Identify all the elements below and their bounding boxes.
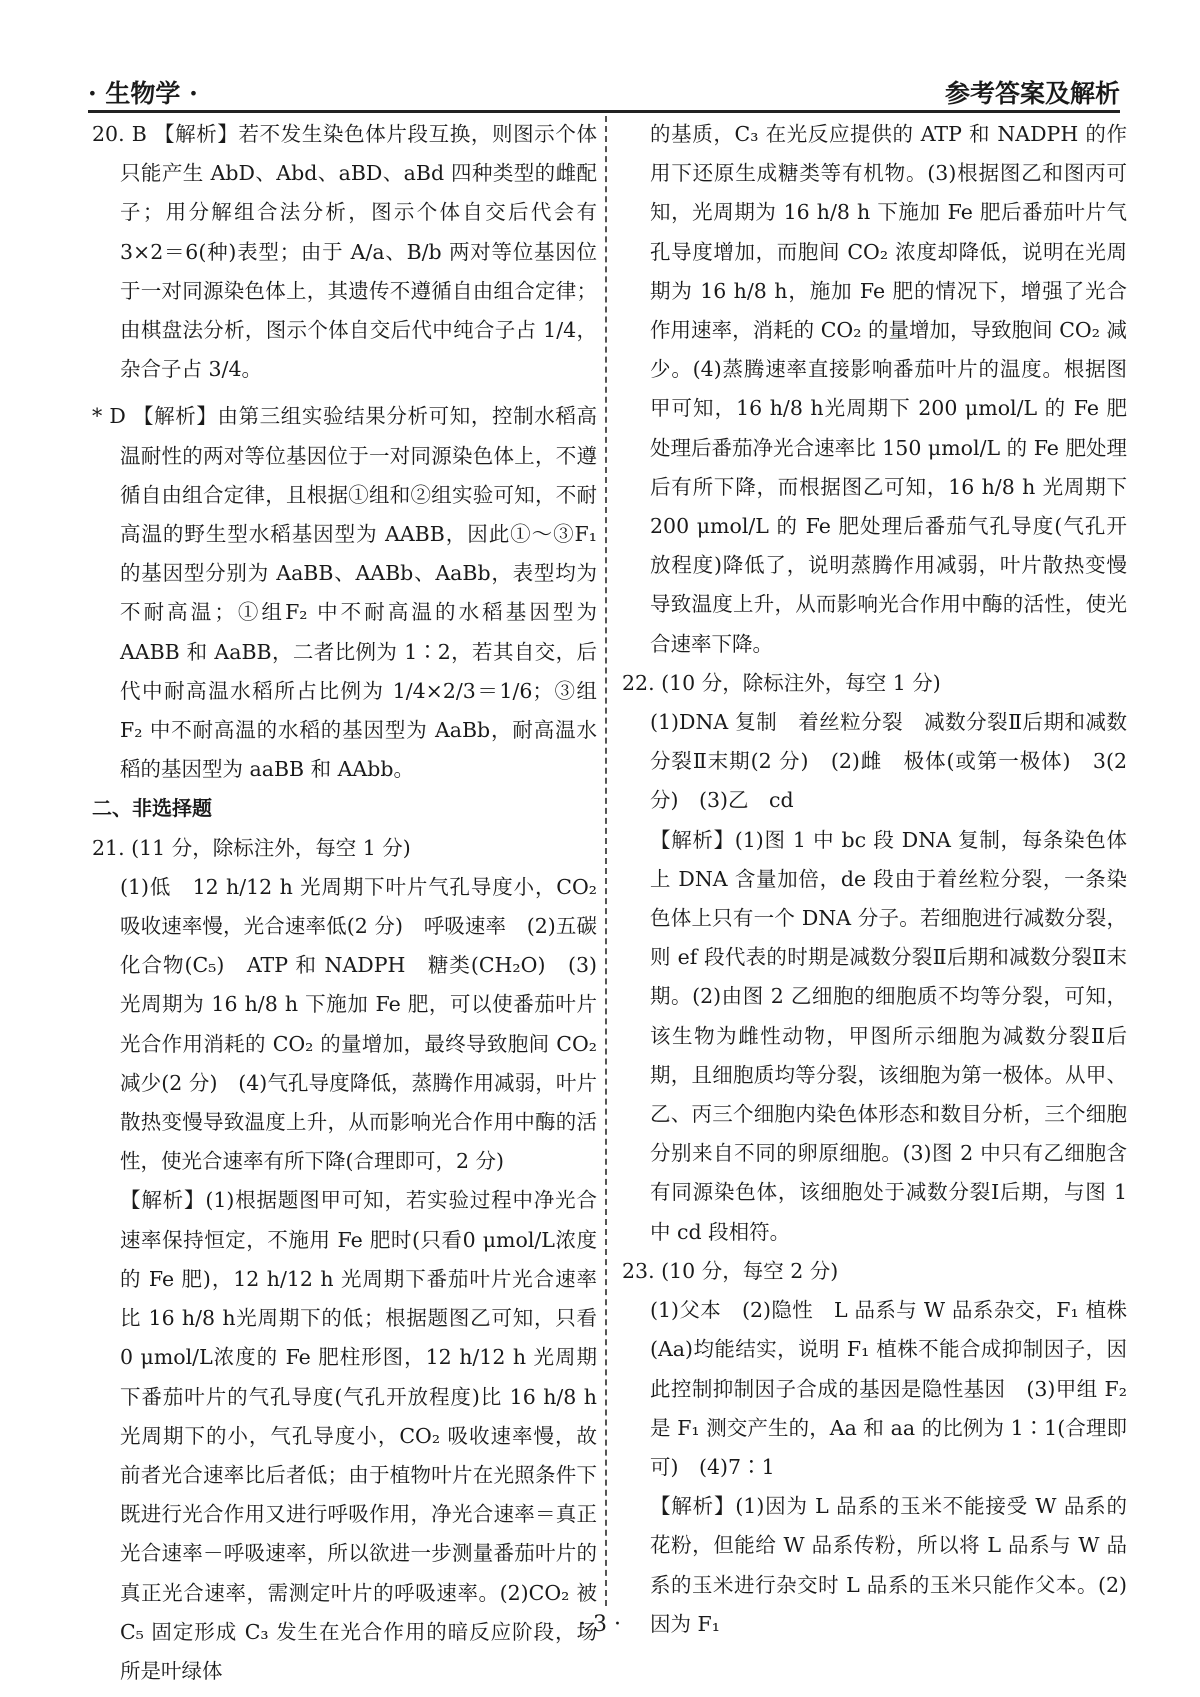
header-rule	[88, 110, 1120, 113]
answer-23-heading: 23. (10 分，每空 2 分)	[622, 1258, 839, 1283]
answer-22-heading: 22. (10 分，除标注外，每空 1 分)	[622, 670, 941, 695]
page-header	[88, 70, 1120, 110]
answer-21-analysis: 【解析】(1)根据题图甲可知，若实验过程中净光合速率保持恒定，不施用 Fe 肥时(只看0 μmol/L浓度的 Fe 肥)，12 h/12 h 光周期下番茄叶片光合速率比 16 h/8 h光周期下的低；根据题图乙可知，只看 0 μmol/L浓度的 Fe 肥柱形图，12 h/12 h 光周期下番茄叶片的气孔导度(气孔开放程度)比 16 h/8 h 光周期下的小，气孔导度小，CO₂ 吸收速率慢，故前者光合速率比后者低；由于植物叶片在光照条件下既进行光合作用又进行呼吸作用，净光合速率＝真正光合速率－呼吸速率，所以欲进一步测量番茄叶片的真正光合速率，需测定叶片的呼吸速率。(2)CO₂ 被 C₅ 固定形成 C₃ 发生在光合作用的暗反应阶段，场所是叶绿体	[120, 1188, 597, 1683]
answer-21-answers: (1)低 12 h/12 h 光周期下叶片气孔导度小，CO₂ 吸收速率慢，光合速率低(2 分) 呼吸速率 (2)五碳化合物(C₅) ATP 和 NADPH 糖类(CH₂O) (3)光周期为 16 h/8 h 下施加 Fe 肥，可以使番茄叶片光合作用消耗的 CO₂ 的量增加，最终导致胞间 CO₂ 减少(2 分) (4)气孔导度降低，蒸腾作用减弱，叶片散热变慢导致温度上升，从而影响光合作用中酶的活性，使光合速率有所下降(合理即可，2 分)	[120, 874, 597, 1174]
answer-23-analysis: 【解析】(1)因为 L 品系的玉米不能接受 W 品系的花粉，但能给 W 品系传粉，所以将 L 品系与 W 品系的玉米进行杂交时 L 品系的玉米只能作父本。(2)因为 F₁	[650, 1494, 1127, 1636]
answer-23-answers: (1)父本 (2)隐性 L 品系与 W 品系杂交，F₁ 植株(Aa)均能结实，说明 F₁ 植株不能合成抑制因子，因此控制抑制因子合成的基因是隐性基因 (3)甲组 F₂ 是 F₁ 测交产生的，Aa 和 aa 的比例为 1∶1(合理即可) (4)7∶1	[650, 1298, 1127, 1479]
section-title: 参考答案及解析	[944, 79, 1120, 108]
section-heading: 二、非选择题	[92, 796, 212, 821]
answer-22-analysis: 【解析】(1)图 1 中 bc 段 DNA 复制，每条染色体上 DNA 含量加倍，de 段由于着丝粒分裂，一条染色体上只有一个 DNA 分子。若细胞进行减数分裂，则 ef 段代表的时期是减数分裂Ⅱ后期和减数分裂Ⅱ末期。(2)由图 2 乙细胞的细胞质不均等分裂，可知，该生物为雌性动物，甲图所示细胞为减数分裂Ⅱ后期，且细胞质均等分裂，该细胞为第一极体。从甲、乙、丙三个细胞内染色体形态和数目分析，三个细胞分别来自不同的卵原细胞。(3)图 2 中只有乙细胞含有同源染色体，该细胞处于减数分裂Ⅰ后期，与图 1 中 cd 段相符。	[650, 827, 1127, 1244]
answer-20: 20. B 【解析】若不发生染色体片段互换，则图示个体只能产生 AbD、Abd、aBD、aBd 四种类型的雌配子；用分解组合法分析，图示个体自交后代会有 3×2＝6(种)表型；由于 A/a、B/b 两对等位基因位于一对同源染色体上，其遗传不遵循自由组合定律；由棋盘法分析，图示个体自交后代中纯合子占 1/4，杂合子占 3/4。	[92, 122, 597, 382]
subject-label: · 生物学 ·	[88, 79, 198, 108]
column-divider	[605, 116, 607, 1606]
answer-22-answers: (1)DNA 复制 着丝粒分裂 减数分裂Ⅱ后期和减数分裂Ⅱ末期(2 分) (2)雌 极体(或第一极体) 3(2 分) (3)乙 cd	[650, 710, 1127, 813]
left-column	[92, 115, 597, 1691]
answer-21-analysis-cont: 的基质，C₃ 在光反应提供的 ATP 和 NADPH 的作用下还原生成糖类等有机物。(3)根据图乙和图丙可知，光周期为 16 h/8 h 下施加 Fe 肥后番茄叶片气孔导度增加，而胞间 CO₂ 浓度却降低，说明在光周期为 16 h/8 h，施加 Fe 肥的情况下，增强了光合作用速率，消耗的 CO₂ 的量增加，导致胞间 CO₂ 减少。(4)蒸腾速率直接影响番茄叶片的温度。根据图甲可知，16 h/8 h光周期下 200 μmol/L 的 Fe 肥处理后番茄净光合速率比 150 μmol/L 的 Fe 肥处理后有所下降，而根据图乙可知，16 h/8 h 光周期下 200 μmol/L 的 Fe 肥处理后番茄气孔导度(气孔开放程度)降低了，说明蒸腾作用减弱，叶片散热变慢导致温度上升，从而影响光合作用中酶的活性，使光合速率下降。	[650, 122, 1127, 656]
page-number: · 3 ·	[579, 1612, 621, 1637]
right-column	[622, 115, 1127, 1644]
answer-star: * D 【解析】由第三组实验结果分析可知，控制水稻高温耐性的两对等位基因位于一对同源染色体上，不遵循自由组合定律，且根据①组和②组实验可知，不耐高温的野生型水稻基因型为 AABB，因此①～③F₁ 的基因型分别为 AaBB、AABb、AaBb，表型均为不耐高温；①组F₂ 中不耐高温的水稻基因型为 AABB 和 AaBB，二者比例为 1∶2，若其自交，后代中耐高温水稻所占比例为 1/4×2/3＝1/6；③组 F₂ 中不耐高温的水稻的基因型为 AaBb，耐高温水稻的基因型为 aaBB 和 AAbb。	[92, 404, 597, 782]
answer-21-heading: 21. (11 分，除标注外，每空 1 分)	[92, 835, 411, 860]
